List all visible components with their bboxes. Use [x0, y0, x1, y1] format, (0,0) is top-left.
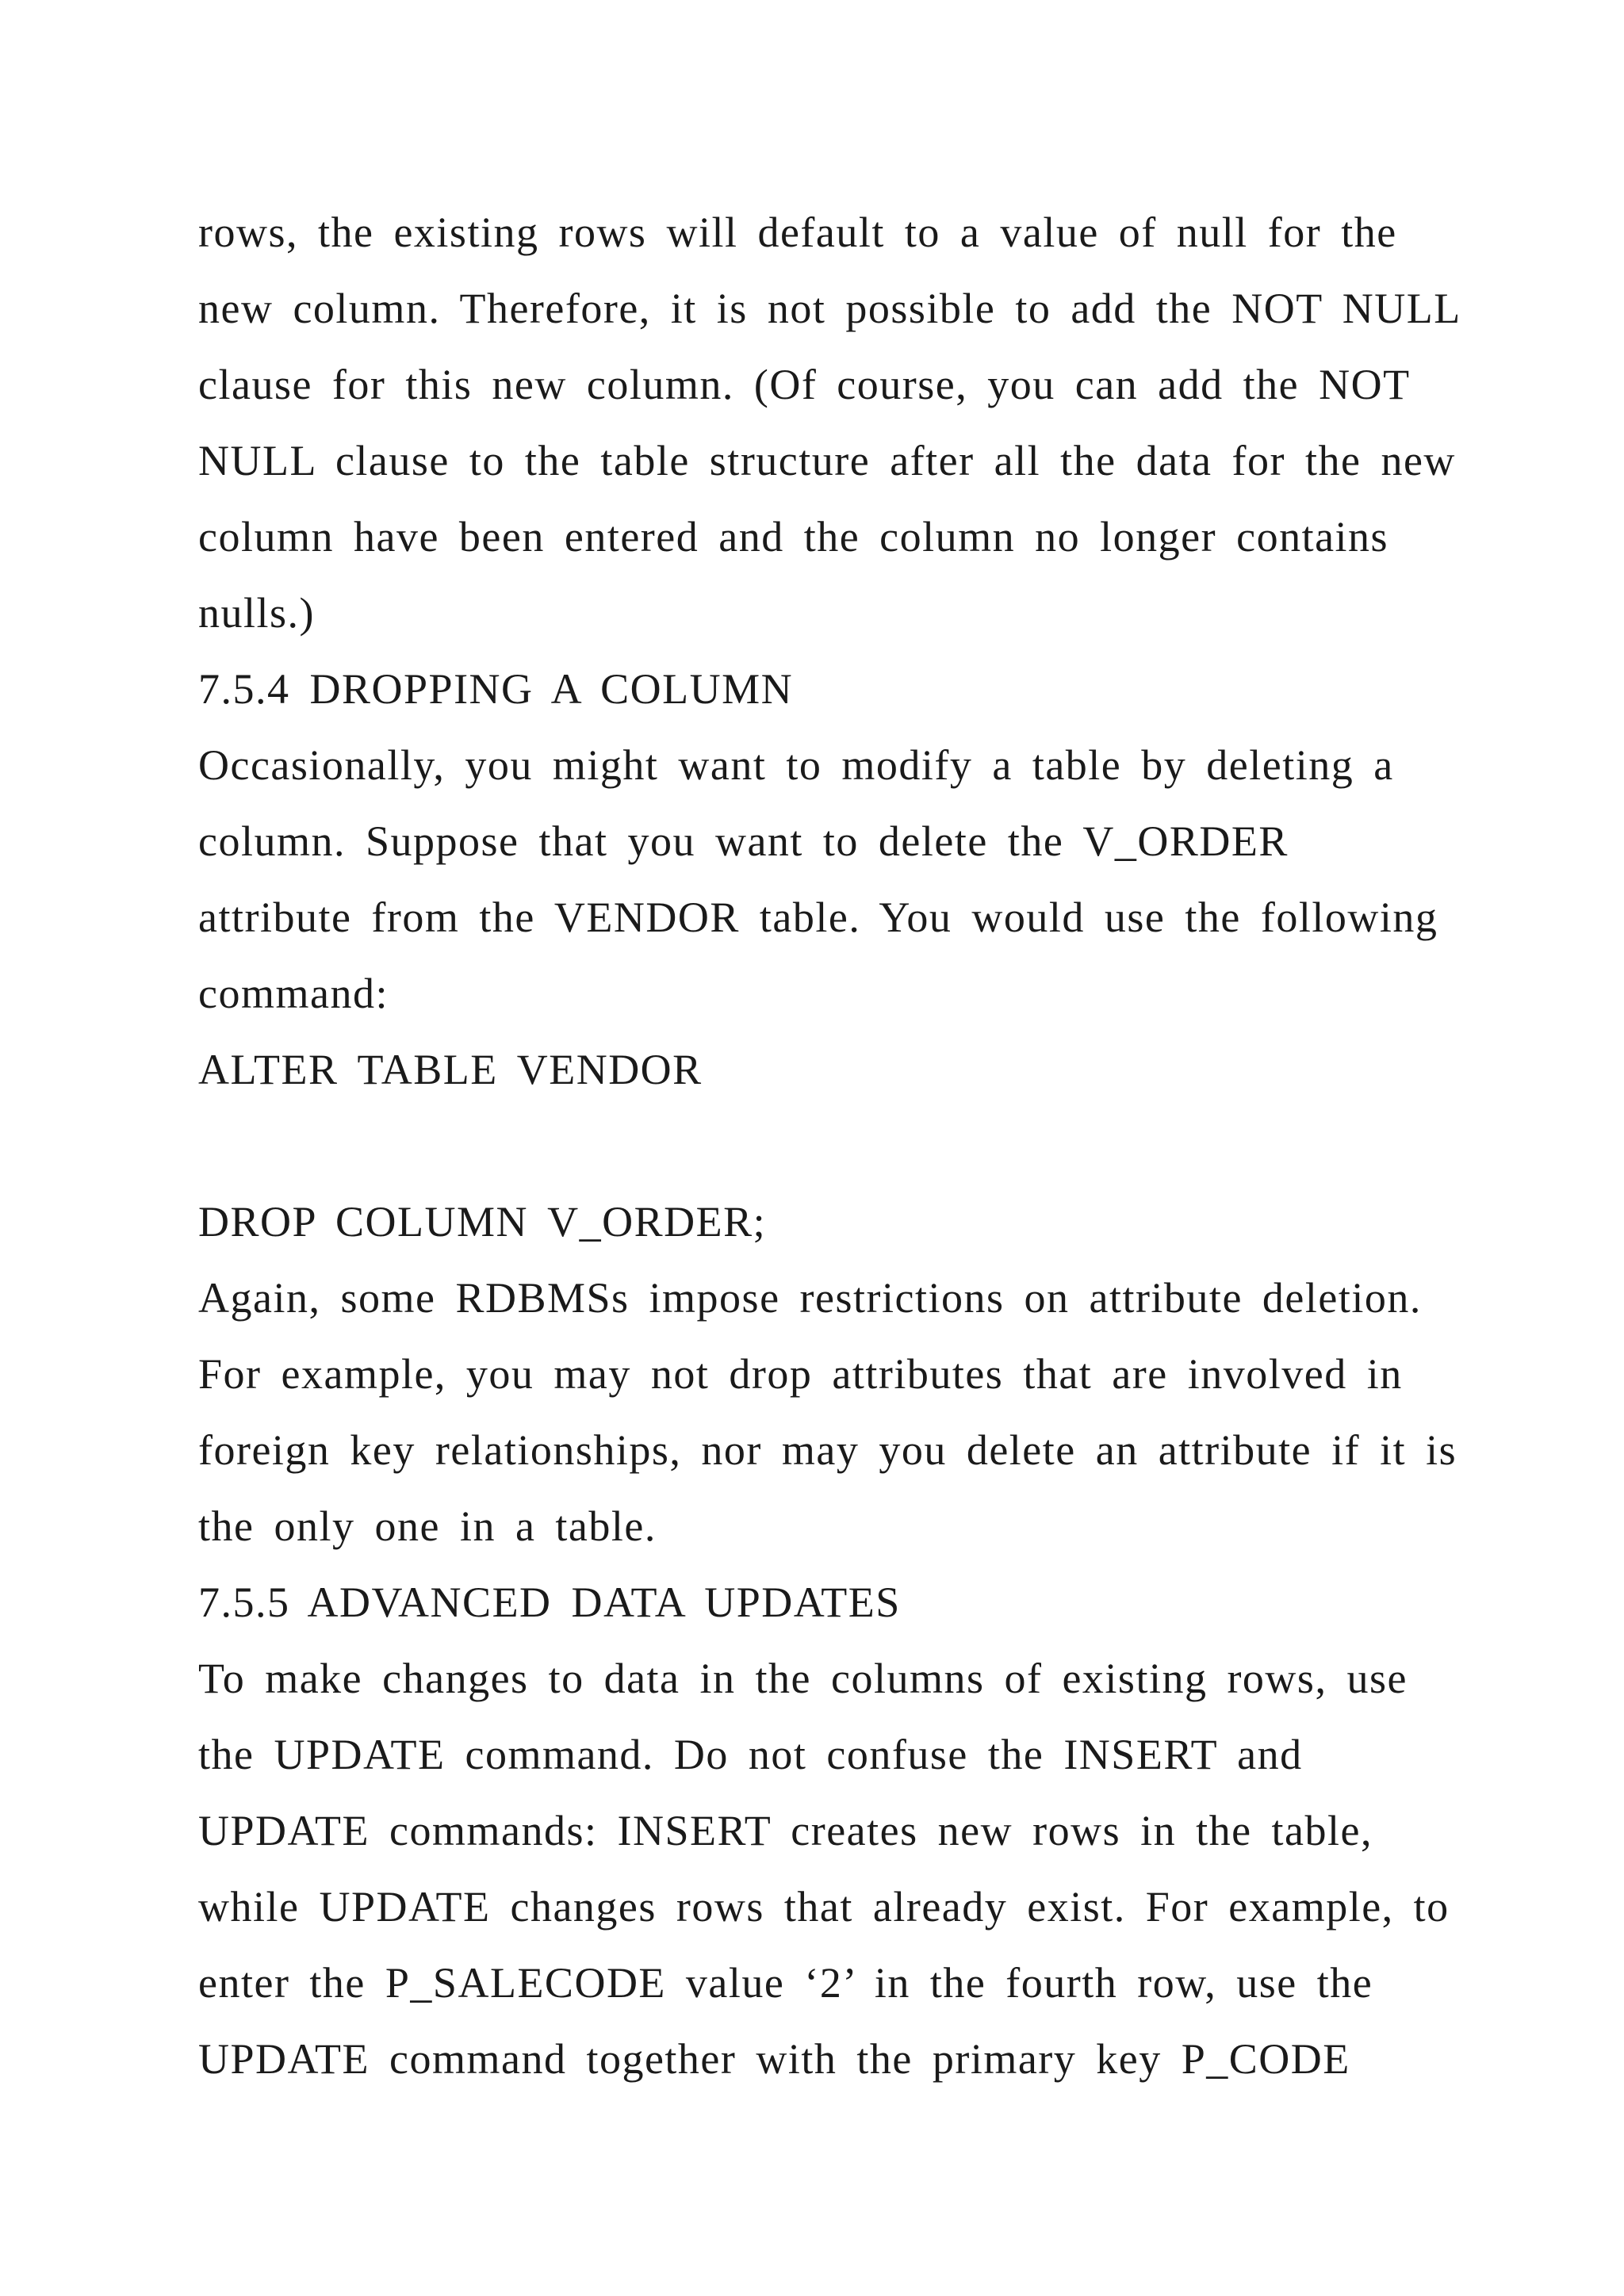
text-line: Occasionally, you might want to modify a table by deleting a	[198, 741, 1394, 789]
text-line: nulls.)	[198, 589, 316, 637]
text-line: UPDATE commands: INSERT creates new rows in the table,	[198, 1807, 1373, 1854]
text-line: To make changes to data in the columns of existing rows, use	[198, 1655, 1408, 1702]
paragraph-null-default	[198, 194, 1499, 651]
paragraph-deletion-restrictions	[198, 1260, 1499, 1564]
paragraph-update-command	[198, 1640, 1499, 2097]
document-page	[198, 194, 1499, 2097]
text-line: foreign key relationships, nor may you delete an attribute if it is	[198, 1426, 1457, 1474]
blank-line	[198, 1108, 1499, 1184]
text-line: new column. Therefore, it is not possible to add the NOT NULL	[198, 285, 1461, 332]
text-line: attribute from the VENDOR table. You would use the following	[198, 894, 1438, 941]
text-line: clause for this new column. (Of course, you can add the NOT	[198, 361, 1411, 408]
text-line: rows, the existing rows will default to a value of null for the	[198, 209, 1397, 256]
text-line: the only one in a table.	[198, 1502, 657, 1550]
section-heading-dropping-column: 7.5.4 DROPPING A COLUMN	[198, 665, 794, 713]
text-line: enter the P_SALECODE value ‘2’ in the fourth row, use the	[198, 1959, 1373, 2007]
sql-code-block	[198, 1031, 1499, 1260]
section-heading-advanced-updates: 7.5.5 ADVANCED DATA UPDATES	[198, 1578, 901, 1626]
text-line: column have been entered and the column no longer contains	[198, 513, 1389, 561]
text-line: Again, some RDBMSs impose restrictions on attribute deletion.	[198, 1274, 1422, 1322]
text-line: the UPDATE command. Do not confuse the INSERT and	[198, 1731, 1303, 1778]
sql-alter-table-line: ALTER TABLE VENDOR	[198, 1046, 703, 1093]
text-line: For example, you may not drop attributes that are involved in	[198, 1350, 1403, 1398]
text-line: NULL clause to the table structure after all the data for the new	[198, 437, 1456, 484]
text-line: command:	[198, 970, 389, 1017]
text-line: UPDATE command together with the primary key P_CODE	[198, 2035, 1350, 2083]
paragraph-drop-column-intro	[198, 727, 1499, 1031]
text-line: column. Suppose that you want to delete the V_ORDER	[198, 817, 1289, 865]
text-line: while UPDATE changes rows that already exist. For example, to	[198, 1883, 1450, 1931]
sql-drop-column-line: DROP COLUMN V_ORDER;	[198, 1198, 767, 1246]
